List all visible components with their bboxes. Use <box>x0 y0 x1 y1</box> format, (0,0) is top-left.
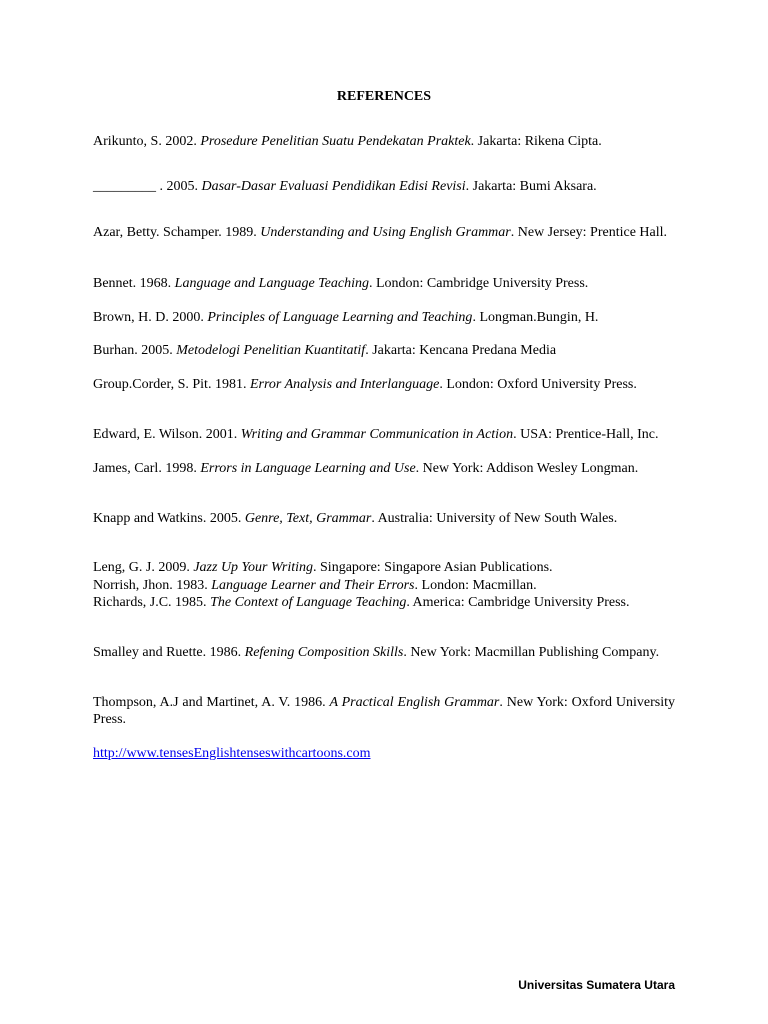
reference-title: Genre, Text, Grammar <box>244 511 372 526</box>
reference-entry <box>93 510 675 527</box>
reference-authors: Smalley and Ruette. 1986. <box>93 645 245 660</box>
reference-title: Language and Language Teaching <box>174 276 369 291</box>
reference-title: Error Analysis and Interlanguage <box>249 377 440 392</box>
reference-authors: Burhan. 2005. <box>93 343 177 358</box>
reference-title: Dasar-Dasar Evaluasi Pendidikan Edisi Revisi <box>201 179 466 194</box>
reference-title: Refening Composition Skills <box>244 645 404 660</box>
reference-publisher: . Jakarta: Rikena Cipta. <box>470 134 602 149</box>
reference-publisher: . New Jersey: Prentice Hall. <box>510 225 668 240</box>
reference-entry <box>93 426 675 443</box>
reference-authors: Leng, G. J. 2009. <box>93 560 194 575</box>
reference-authors: _________ . 2005. <box>93 179 202 194</box>
reference-title: Understanding and Using English Grammar <box>260 225 511 240</box>
reference-publisher: . London: Oxford University Press. <box>439 377 637 392</box>
reference-title: Errors in Language Learning and Use <box>200 461 416 476</box>
reference-title: Principles of Language Learning and Teaching <box>207 310 473 325</box>
reference-title: Jazz Up Your Writing <box>193 560 314 575</box>
reference-entry <box>93 224 675 241</box>
reference-authors: Thompson, A.J and Martinet, A. V. 1986. <box>93 695 330 710</box>
reference-publisher: . New York: Oxford University Press. <box>93 695 675 727</box>
reference-authors: Brown, H. D. 2000. <box>93 310 208 325</box>
reference-publisher: . America: Cambridge University Press. <box>406 595 630 610</box>
reference-authors: Azar, Betty. Schamper. 1989. <box>93 225 261 240</box>
reference-title: The Context of Language Teaching <box>210 595 407 610</box>
reference-entry <box>93 594 675 611</box>
reference-entry <box>93 376 675 393</box>
reference-title: Prosedure Penelitian Suatu Pendekatan Praktek <box>200 134 471 149</box>
reference-entry <box>93 309 675 326</box>
reference-entry <box>93 577 675 594</box>
reference-authors: Richards, J.C. 1985. <box>93 595 211 610</box>
reference-entry <box>93 460 675 477</box>
reference-title: A Practical English Grammar <box>329 695 500 710</box>
reference-publisher: . New York: Addison Wesley Longman. <box>415 461 639 476</box>
reference-publisher: . Australia: University of New South Wales. <box>371 511 618 526</box>
reference-authors: Arikunto, S. 2002. <box>93 134 201 149</box>
reference-publisher: . Jakarta: Kencana Predana Media <box>365 343 557 358</box>
reference-publisher: . Singapore: Singapore Asian Publications. <box>313 560 553 575</box>
reference-publisher: . London: Macmillan. <box>414 578 537 593</box>
reference-title: Metodelogi Penelitian Kuantitatif <box>176 343 366 358</box>
reference-entry <box>93 559 675 576</box>
reference-title: Writing and Grammar Communication in Action <box>240 427 514 442</box>
reference-entry <box>93 694 675 728</box>
reference-authors: Group.Corder, S. Pit. 1981. <box>93 377 250 392</box>
reference-entry <box>93 275 675 292</box>
reference-entry <box>93 178 675 195</box>
reference-publisher: . Longman.Bungin, H. <box>472 310 599 325</box>
reference-entry <box>93 133 675 150</box>
reference-authors: James, Carl. 1998. <box>93 461 201 476</box>
reference-publisher: . New York: Macmillan Publishing Company. <box>403 645 660 660</box>
reference-entry <box>93 644 675 661</box>
footer-university: Universitas Sumatera Utara <box>518 978 675 992</box>
reference-entry <box>93 342 675 359</box>
reference-authors: Knapp and Watkins. 2005. <box>93 511 245 526</box>
website-link[interactable]: http://www.tensesEnglishtenseswithcartoons.com <box>93 746 371 761</box>
reference-authors: Norrish, Jhon. 1983. <box>93 578 212 593</box>
reference-authors: Bennet. 1968. <box>93 276 175 291</box>
reference-publisher: . Jakarta: Bumi Aksara. <box>465 179 597 194</box>
page-title: REFERENCES <box>336 89 432 104</box>
reference-publisher: . London: Cambridge University Press. <box>368 276 589 291</box>
reference-publisher: . USA: Prentice-Hall, Inc. <box>513 427 659 442</box>
reference-authors: Edward, E. Wilson. 2001. <box>93 427 241 442</box>
reference-title: Language Learner and Their Errors <box>211 578 415 593</box>
